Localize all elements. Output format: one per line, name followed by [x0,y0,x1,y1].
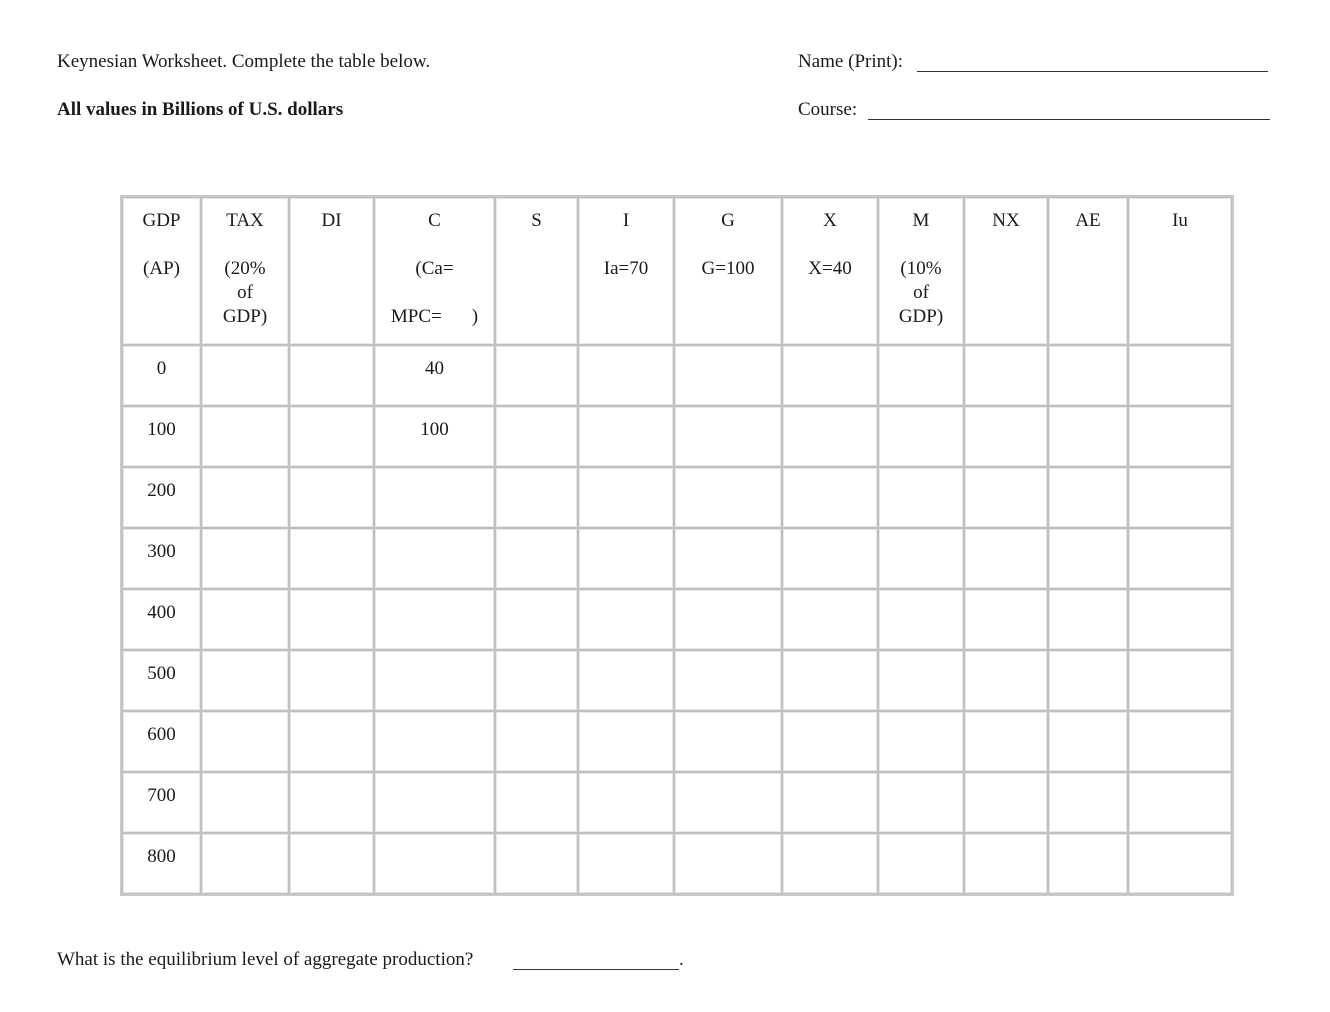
equilibrium-question: What is the equilibrium level of aggregate production? [57,949,474,970]
table-cell-i[interactable] [578,711,674,772]
gdp-cell: 400 [122,589,201,650]
table-cell-tax[interactable] [201,650,289,711]
table-cell-di[interactable] [289,345,374,406]
table-cell-i[interactable] [578,406,674,467]
column-header-gdp [122,197,201,345]
column-subtitle: of [913,282,929,303]
column-subtitle: G=100 [701,258,755,279]
table-cell-c[interactable] [374,650,495,711]
table-cell-iu[interactable] [1128,589,1232,650]
table-cell-x[interactable] [782,467,878,528]
table-row [122,528,1232,589]
keynesian-table [120,195,1234,896]
table-cell-tax[interactable] [201,711,289,772]
table-cell-s[interactable] [495,650,578,711]
name-input-line[interactable] [917,71,1268,72]
column-subtitle: of [237,282,253,303]
table-cell-i[interactable] [578,833,674,894]
table-cell-g[interactable] [674,833,782,894]
gdp-cell: 700 [122,772,201,833]
table-cell-i[interactable] [578,467,674,528]
table-cell-nx[interactable] [964,406,1048,467]
table-cell-iu[interactable] [1128,833,1232,894]
column-header-x [782,197,878,345]
table-cell-g[interactable] [674,650,782,711]
table-cell-s[interactable] [495,345,578,406]
column-subtitle: (AP) [143,258,180,279]
table-cell-iu[interactable] [1128,650,1232,711]
table-cell-g[interactable] [674,711,782,772]
column-header-nx [964,197,1048,345]
table-cell-m[interactable] [878,406,964,467]
table-cell-ae[interactable] [1048,772,1128,833]
column-header-di [289,197,374,345]
table-cell-i[interactable] [578,528,674,589]
gdp-cell: 100 [122,406,201,467]
gdp-cell: 500 [122,650,201,711]
column-title: X [823,210,837,231]
table-row [122,406,1232,467]
mpc-close-paren: ) [471,306,479,327]
table-row [122,711,1232,772]
table-cell-m[interactable] [878,650,964,711]
column-header-iu [1128,197,1232,345]
column-header-i [578,197,674,345]
course-label: Course: [798,99,858,120]
table-cell-g[interactable] [674,772,782,833]
table-cell-x[interactable] [782,711,878,772]
table-row [122,467,1232,528]
course-input-line[interactable] [868,119,1270,120]
table-cell-i[interactable] [578,589,674,650]
table-row [122,589,1232,650]
table-cell-x[interactable] [782,772,878,833]
table-cell-di[interactable] [289,528,374,589]
column-title: Iu [1172,210,1188,231]
table-cell-x[interactable] [782,589,878,650]
table-cell-di[interactable] [289,589,374,650]
table-cell-c: 40 [374,345,495,406]
table-cell-ae[interactable] [1048,528,1128,589]
table-cell-m[interactable] [878,345,964,406]
table-cell-di[interactable] [289,650,374,711]
column-subtitle: (10% [900,258,942,279]
table-cell-g[interactable] [674,467,782,528]
table-cell-c[interactable] [374,467,495,528]
column-title: I [622,210,630,231]
table-cell-m[interactable] [878,711,964,772]
column-title: S [531,210,542,231]
table-row [122,772,1232,833]
table-cell-m[interactable] [878,833,964,894]
table-header-row [122,197,1232,345]
column-title: G [721,210,735,231]
column-header-tax [201,197,289,345]
table-cell-iu[interactable] [1128,711,1232,772]
table-cell-tax[interactable] [201,345,289,406]
mpc-label: MPC= [390,306,442,327]
table-cell-iu[interactable] [1128,345,1232,406]
table-cell-x[interactable] [782,345,878,406]
column-header-m [878,197,964,345]
table-cell-di[interactable] [289,406,374,467]
table-cell-x[interactable] [782,406,878,467]
table-cell-c[interactable] [374,589,495,650]
table-cell-nx[interactable] [964,833,1048,894]
table-cell-iu[interactable] [1128,772,1232,833]
column-header-c [374,197,495,345]
table-cell-s[interactable] [495,772,578,833]
answer-period: . [679,949,684,970]
table-cell-m[interactable] [878,528,964,589]
table-cell-tax[interactable] [201,406,289,467]
table-cell-iu[interactable] [1128,467,1232,528]
table-cell-ae[interactable] [1048,467,1128,528]
column-title: DI [321,210,342,231]
column-header-g [674,197,782,345]
column-title: TAX [226,210,264,231]
table-cell-nx[interactable] [964,345,1048,406]
table-cell-s[interactable] [495,589,578,650]
table-cell-tax[interactable] [201,467,289,528]
table-body [122,345,1232,894]
table-cell-nx[interactable] [964,772,1048,833]
column-subtitle: (20% [224,258,266,279]
table-cell-c: 100 [374,406,495,467]
gdp-cell: 0 [122,345,201,406]
name-label: Name (Print): [798,51,904,72]
column-subtitle: X=40 [808,258,852,279]
table-cell-di[interactable] [289,833,374,894]
table-cell-ae[interactable] [1048,406,1128,467]
table-cell-s[interactable] [495,406,578,467]
table-cell-m[interactable] [878,589,964,650]
table-cell-s[interactable] [495,711,578,772]
table-cell-nx[interactable] [964,711,1048,772]
column-header-ae [1048,197,1128,345]
table-cell-c[interactable] [374,772,495,833]
table-cell-g[interactable] [674,528,782,589]
column-subtitle: (Ca= [415,258,454,279]
column-title: NX [992,210,1020,231]
table-cell-c[interactable] [374,833,495,894]
table-row [122,345,1232,406]
column-title: M [912,210,930,231]
table-cell-tax[interactable] [201,528,289,589]
table-cell-ae[interactable] [1048,833,1128,894]
table-cell-m[interactable] [878,772,964,833]
table-cell-ae[interactable] [1048,650,1128,711]
column-title: GDP [142,210,181,231]
table-cell-iu[interactable] [1128,406,1232,467]
units-note: All values in Billions of U.S. dollars [57,99,344,120]
gdp-cell: 600 [122,711,201,772]
table-cell-x[interactable] [782,528,878,589]
table-cell-ae[interactable] [1048,589,1128,650]
table-cell-s[interactable] [495,833,578,894]
table-cell-tax[interactable] [201,589,289,650]
table-cell-di[interactable] [289,772,374,833]
column-title: AE [1075,210,1101,231]
table-cell-i[interactable] [578,772,674,833]
table-cell-c[interactable] [374,711,495,772]
table-cell-i[interactable] [578,345,674,406]
gdp-cell: 200 [122,467,201,528]
table-cell-s[interactable] [495,528,578,589]
table-cell-ae[interactable] [1048,711,1128,772]
column-subtitle: GDP) [222,306,268,327]
table-cell-i[interactable] [578,650,674,711]
column-subtitle: Ia=70 [603,258,649,279]
table-cell-di[interactable] [289,711,374,772]
table-cell-ae[interactable] [1048,345,1128,406]
table-cell-x[interactable] [782,650,878,711]
column-header-s [495,197,578,345]
table-cell-m[interactable] [878,467,964,528]
table-cell-iu[interactable] [1128,528,1232,589]
table-cell-s[interactable] [495,467,578,528]
table-cell-nx[interactable] [964,528,1048,589]
table-cell-g[interactable] [674,345,782,406]
table-cell-nx[interactable] [964,467,1048,528]
table-cell-di[interactable] [289,467,374,528]
table-cell-tax[interactable] [201,833,289,894]
table-cell-tax[interactable] [201,772,289,833]
column-subtitle: GDP) [898,306,944,327]
table-row [122,650,1232,711]
table-cell-g[interactable] [674,589,782,650]
worksheet-instruction: Keynesian Worksheet. Complete the table below. [57,51,431,72]
table-cell-c[interactable] [374,528,495,589]
table-cell-nx[interactable] [964,589,1048,650]
table-cell-nx[interactable] [964,650,1048,711]
column-title: C [428,210,441,231]
table-cell-x[interactable] [782,833,878,894]
equilibrium-answer-line[interactable] [513,969,679,970]
gdp-cell: 300 [122,528,201,589]
gdp-cell: 800 [122,833,201,894]
table-row [122,833,1232,894]
table-cell-g[interactable] [674,406,782,467]
